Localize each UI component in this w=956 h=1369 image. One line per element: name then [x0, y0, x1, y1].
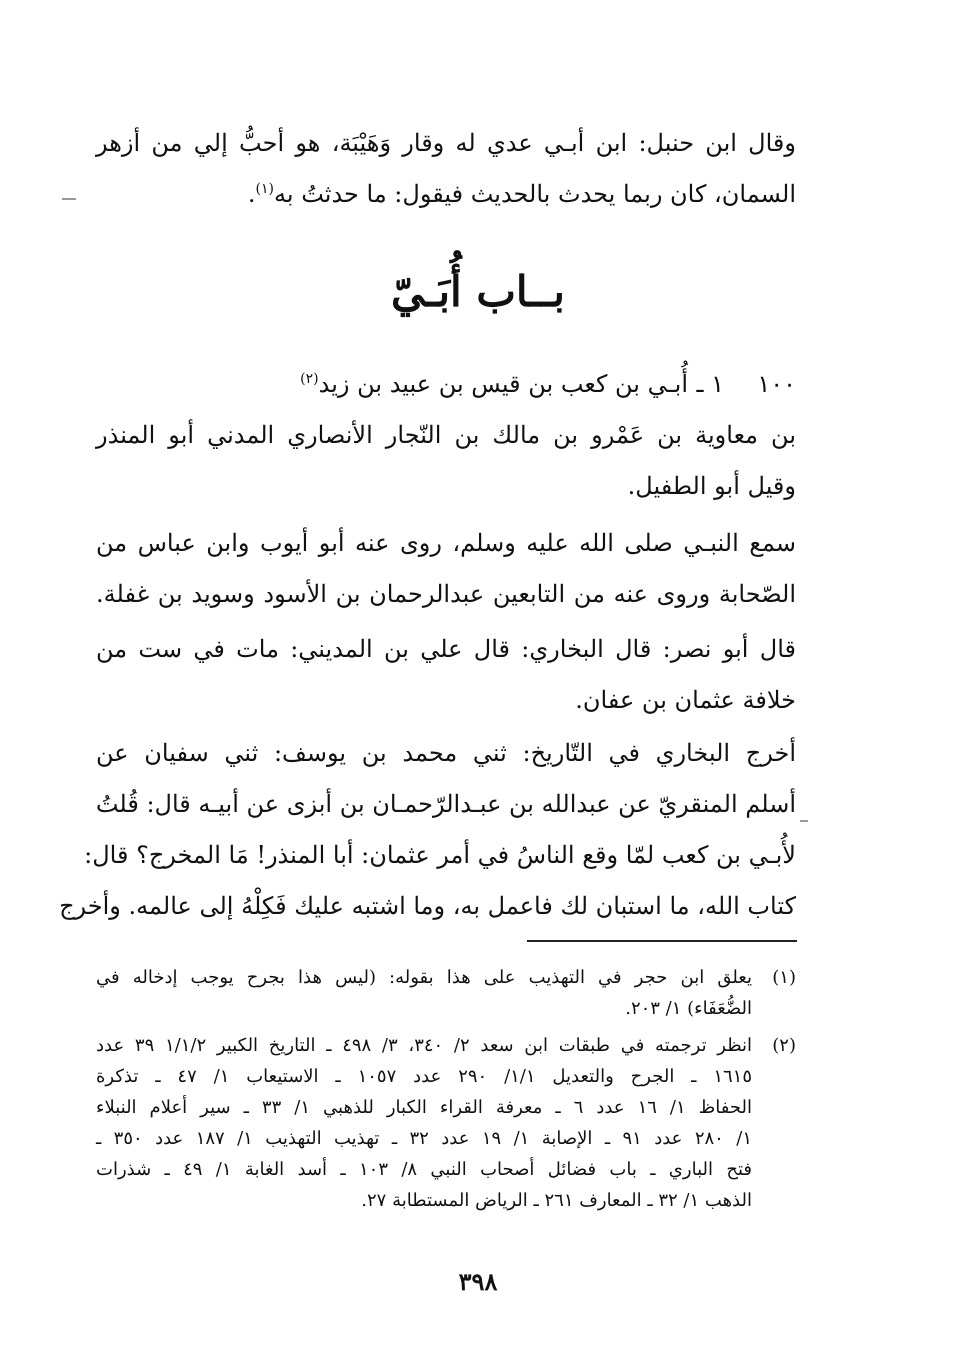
entry-sub-number: ١ ـ	[696, 370, 724, 398]
page-number: ٣٩٨	[458, 1267, 498, 1296]
footnote-line: انظر ترجمته في طبقات ابن سعد ٢/ ٣٤٠، ٣/ ٤٩٨ ـ التاريخ الكبير ١/١/٢ ٣٩ عدد	[96, 1035, 753, 1056]
footnote-line: يعلق ابن حجر في التهذيب على هذا بقوله: (ليس هذا بجرح يوجب إدخاله في	[96, 967, 752, 988]
text-line: سمع النبـي صلى الله عليه وسلم، روى عنه أبو أيوب وابن عباس من	[96, 529, 796, 557]
footnote-body	[96, 962, 752, 1024]
lineage-paragraph	[96, 410, 796, 512]
text-line: خلافة عثمان بن عفان.	[575, 686, 796, 714]
footnote-line: الحفاظ ١/ ١٦ عدد ٦ ـ معرفة القراء الكبار للذهبي ١/ ٣٣ ـ سير أعلام النبلاء	[96, 1097, 752, 1118]
footnote-divider	[527, 940, 797, 942]
text-line: وقيل أبو الطفيل.	[627, 472, 796, 500]
text-line: لأُبـي بن كعب لمّا وقع الناسُ في أمر عثمان: أبا المنذر! مَا المخرج؟ قال:	[84, 841, 796, 869]
footnote-line: الضُّعَفَاء) ١/ ٢٠٣.	[625, 998, 752, 1019]
text-fragment: .	[247, 180, 256, 208]
footnote-body	[96, 1030, 752, 1216]
text-line: أسلم المنقريّ عن عبدالله بن عبـدالرّحمـان بن أبزى عن أبيـه قال: قُلتُ	[95, 790, 796, 818]
text-line: وقال ابن حنبل: ابن أبـي عدي له وقار وَهَيْبَة، هو أحبُّ إلي من أزهر	[96, 129, 796, 157]
hearing-paragraph	[96, 518, 796, 620]
footnote-ref: (١)	[255, 181, 275, 197]
footnote-marker: (١)	[772, 967, 796, 988]
text-line: كتاب الله، ما استبان لك فاعمل به، وما اشتبه عليك فَكِلْهُ إلى عالمه. وأخرج	[59, 892, 796, 920]
footnote-line: الذهب ١/ ٣٢ ـ المعارف ٢٦١ ـ الرياض المستطابة ٢٧.	[361, 1190, 752, 1211]
scan-mark	[800, 820, 808, 822]
entry-number: ١٠٠	[757, 370, 796, 398]
section-heading: بــاب أُبَـيّ	[391, 267, 565, 316]
death-paragraph	[96, 624, 796, 726]
entry-title	[300, 362, 688, 406]
footnote-ref: (٢)	[300, 371, 319, 387]
scan-mark	[62, 198, 76, 200]
text-line: الصّحابة وروى عنه من التابعين عبدالرحمان بن الأسود وسويد بن غفلة.	[96, 580, 796, 608]
footnote-line: ١٦١٥ ـ الجرح والتعديل ١/١/ ٢٩٠ عدد ١٠٥٧ ـ الاستيعاب ١/ ٤٧ ـ تذكرة	[96, 1066, 752, 1087]
narration-paragraph	[59, 728, 796, 932]
text-line: أخرج البخاري في التّاريخ: ثني محمد بن يوسف: ثني سفيان عن	[96, 739, 796, 767]
footnote-line: ١/ ٢٨٠ عدد ٩١ ـ الإصابة ١/ ١٩ عدد ٣٢ ـ تهذيب التهذيب ١/ ١٨٧ عدد ٣٥٠ ـ	[96, 1128, 752, 1149]
text-line: قال أبو نصر: قال البخاري: قال علي بن المديني: مات في ست من	[96, 635, 796, 663]
text-line	[96, 169, 796, 220]
text-fragment: السمان، كان ربما يحدث بالحديث فيقول: ما حدثتُ به	[274, 180, 796, 208]
footnote-marker: (٢)	[772, 1035, 796, 1056]
text-line: بن معاوية بن عَمْرو بن مالك بن النّجار الأنصاري المدني أبو المنذر	[96, 421, 796, 449]
entry-title-text: أُبـي بن كعب بن قيس بن عبيد بن زيد	[318, 370, 688, 398]
footnote-line: فتح الباري ـ باب فضائل أصحاب النبي ٨/ ١٠٣ ـ أسد الغابة ١/ ٤٩ ـ شذرات	[96, 1159, 752, 1180]
intro-paragraph	[96, 118, 796, 220]
